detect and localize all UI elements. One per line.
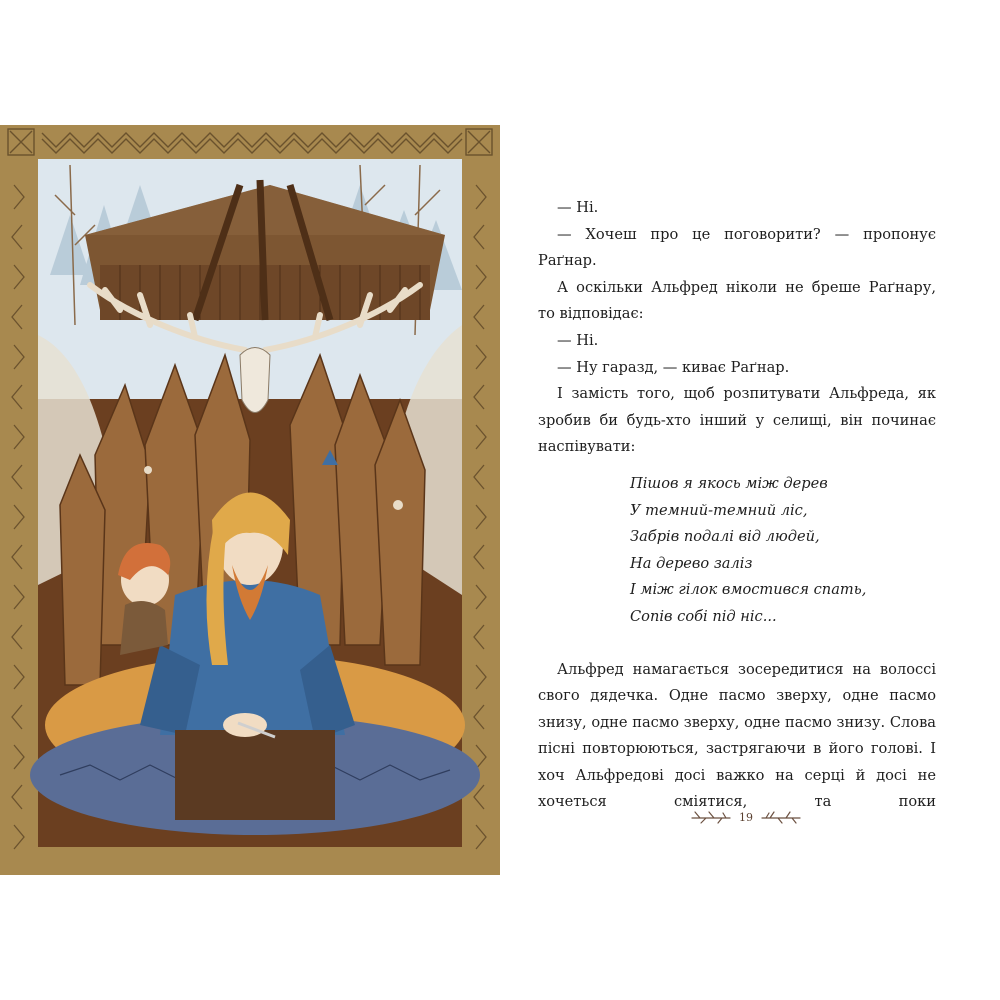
poem-line: І між гілок вмостився спать, [630,581,867,599]
poem-line: Пішов я якось між дерев [630,474,828,492]
poem-line: Забрів подалі від людей, [630,528,820,546]
poem-line: Сопів собі під ніс... [630,607,777,625]
book-illustration [0,125,500,875]
poem-line: У темний-темний ліс, [630,501,808,519]
page-footer [690,805,802,829]
paragraph: — Хочеш про це поговорити? — пропонує Раґнар. [538,225,936,270]
viking-hall-illustration-icon [0,125,500,875]
paragraph: — Ні. [557,331,599,349]
twig-ornament-left-icon [690,809,732,825]
twig-ornament-right-icon [760,809,802,825]
paragraph: — Ні. [557,199,599,216]
paragraph: А оскільки Альфред ніколи не бреше Раґнару, то відповідає: [538,278,936,323]
poem [630,471,936,631]
paragraph: І замість того, щоб розпитувати Альфреда, як зробив би будь-хто інший у селищі, він починає наспівувати: [538,385,936,456]
poem-line: На дерево заліз [630,554,753,572]
paragraph: — Ну гаразд, — киває Раґнар. [557,358,790,376]
closing-paragraph: Альфред намагається зосередитися на волоссі свого дядечка. Одне пасмо зверху, одне пасмо знизу, одне пасмо зверху, одне пасмо знизу. Слова пісні повторюються, застрягаючи в його голові. І хоч Альфредові досі важко на серці й досі не хочеться сміятися, та поки [538,660,936,811]
page-number: 19 [739,810,753,824]
book-text-page [538,195,936,816]
